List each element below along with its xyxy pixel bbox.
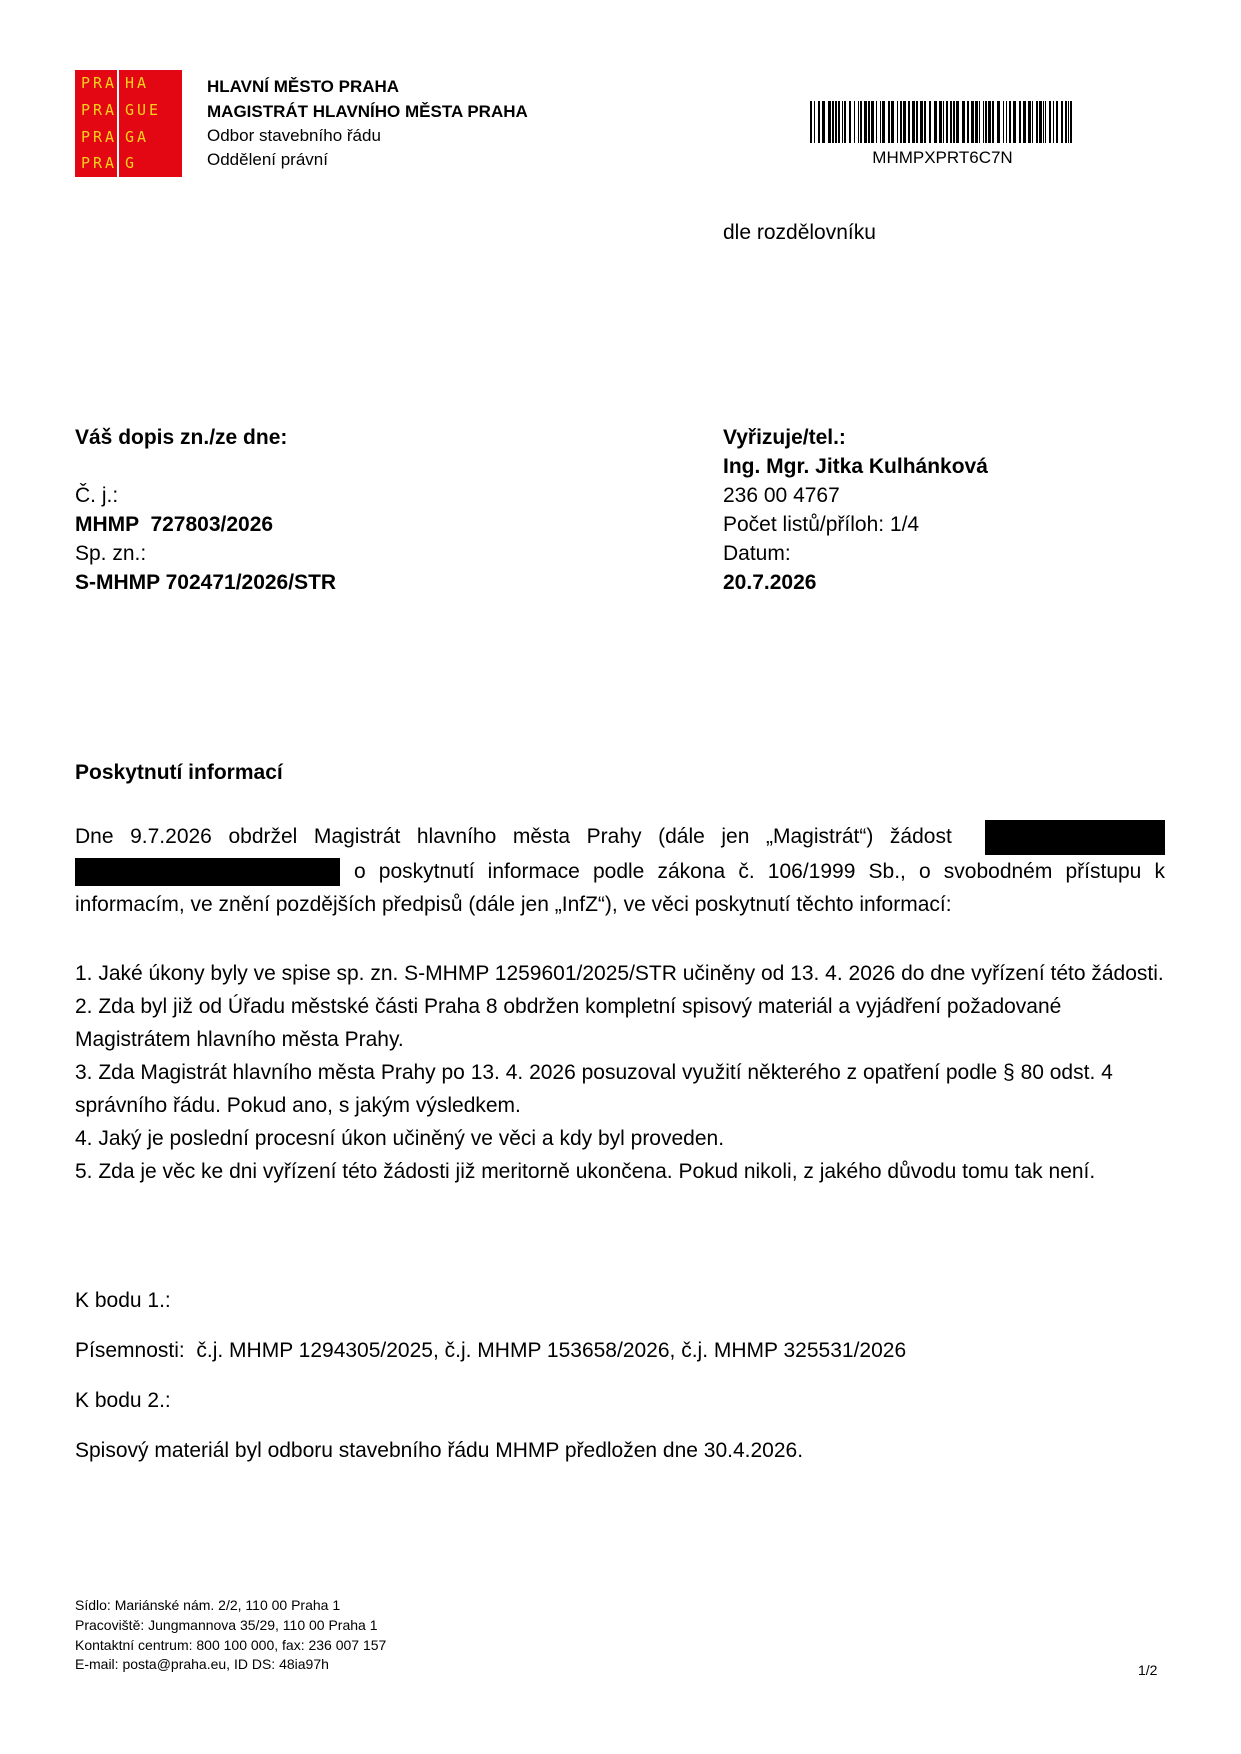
barcode-bar <box>946 101 948 143</box>
barcode-bar <box>920 101 923 143</box>
barcode-bar <box>842 101 843 143</box>
barcode-bar <box>828 101 831 143</box>
header-section: Oddělení právní <box>207 150 328 169</box>
recipient: dle rozdělovníku <box>723 221 876 244</box>
barcode-bar <box>962 101 965 143</box>
barcode-bar <box>983 101 984 143</box>
logo-cell: PRA <box>81 74 118 92</box>
header-city: HLAVNÍ MĚSTO PRAHA <box>207 77 400 96</box>
subject: Poskytnutí informací <box>75 761 283 784</box>
barcode-bar <box>1028 101 1031 143</box>
barcode-bar <box>1070 101 1072 143</box>
barcode-bar <box>985 101 987 143</box>
barcode-bar <box>1019 101 1021 143</box>
barcode-bar <box>1032 101 1033 143</box>
question-item: 1. Jaké úkony byly ve spise sp. zn. S-MHMP 1259601/2025/STR učiněny od 13. 4. 2026 do dne vyřízení této žádosti. <box>75 962 1164 985</box>
barcode-bar <box>1053 101 1054 143</box>
answer-point1-label: K bodu 1.: <box>75 1289 171 1312</box>
logo-cell: PRA <box>81 127 118 146</box>
barcode-bar <box>888 101 890 143</box>
barcode-bar <box>950 101 952 143</box>
question-item: 4. Jaký je poslední procesní úkon učiněný ve věci a kdy byl proveden. <box>75 1127 725 1150</box>
barcode-bar <box>835 101 837 143</box>
barcode-bar <box>916 101 918 143</box>
praha-logo <box>75 70 182 177</box>
sheets-count: Počet listů/příloh: 1/4 <box>723 513 920 536</box>
barcode-bar <box>1056 101 1058 143</box>
barcode-bar <box>943 101 944 143</box>
barcode-bar <box>900 101 902 143</box>
barcode-bar <box>882 101 885 143</box>
redaction-block <box>75 858 340 886</box>
handler-name: Ing. Mgr. Jitka Kulhánková <box>723 455 988 478</box>
barcode-bar <box>912 101 915 143</box>
barcode-bar <box>844 101 846 143</box>
barcode-bar <box>1023 101 1026 143</box>
barcode-bar <box>971 101 974 143</box>
logo-cell: GA <box>117 124 184 151</box>
barcode-bar <box>956 101 959 143</box>
barcode-bar <box>997 101 1000 143</box>
logo-row <box>75 97 182 124</box>
barcode-bar <box>934 101 937 143</box>
logo-cell: HA <box>117 70 184 97</box>
spzn-value: S-MHMP 702471/2026/STR <box>75 571 337 594</box>
logo-row <box>75 124 182 151</box>
barcode-bar <box>1036 101 1038 143</box>
barcode-bar <box>814 101 815 143</box>
handler-phone: 236 00 4767 <box>723 484 840 507</box>
barcode-bar <box>1009 101 1011 143</box>
barcode-bar <box>1065 101 1067 143</box>
logo-cell: G <box>117 150 184 177</box>
barcode-bar <box>854 101 855 143</box>
date-value: 20.7.2026 <box>723 571 817 594</box>
header-magistrate: MAGISTRÁT HLAVNÍHO MĚSTA PRAHA <box>207 102 528 121</box>
barcode-bar <box>858 101 859 143</box>
barcode-bar <box>929 101 931 143</box>
question-item: 2. Zda byl již od Úřadu městské části Praha 8 obdržen kompletní spisový materiál a vyjádření požadované Magistrátem hlavního města Prahy. <box>75 995 1062 1051</box>
barcode-bar <box>967 101 969 143</box>
question-item: 5. Zda je věc ke dni vyřízení této žádosti již meritorně ukončena. Pokud nikoli, z jakého důvodu tomu tak není. <box>75 1160 1096 1183</box>
barcode-bar <box>832 101 834 143</box>
barcode-bar <box>860 101 862 143</box>
barcode-bar <box>810 101 812 143</box>
footer-email: E-mail: posta@praha.eu, ID DS: 48ia97h <box>75 1656 329 1672</box>
barcode-bar <box>871 101 874 143</box>
barcode-bar <box>953 101 955 143</box>
barcode-bar <box>903 101 906 143</box>
barcode-bar <box>864 101 867 143</box>
question-item: 3. Zda Magistrát hlavního města Prahy po 13. 4. 2026 posuzoval využití některého z opatření podle § 80 odst. 4 správního řádu. Pokud ano, s jakým výsledkem. <box>75 1061 1113 1117</box>
barcode-icon <box>810 101 1075 143</box>
redaction-block <box>985 820 1165 855</box>
barcode-bar <box>838 101 840 143</box>
page-number: 1/2 <box>1138 1662 1158 1678</box>
barcode-bar <box>849 101 851 143</box>
cj-value: MHMP 727803/2026 <box>75 513 274 536</box>
barcode-bar <box>1003 101 1004 143</box>
intro-part1: Dne 9.7.2026 obdržel Magistrát hlavního města Prahy (dále jen „Magistrát“) žádost <box>75 825 952 849</box>
spzn-label: Sp. zn.: <box>75 542 147 565</box>
answer-point2-label: K bodu 2.: <box>75 1389 171 1412</box>
barcode-bar <box>1043 101 1044 143</box>
footer-seat: Sídlo: Mariánské nám. 2/2, 110 00 Praha 1 <box>75 1597 341 1613</box>
header-department: Odbor stavebního řádu <box>207 126 381 145</box>
answer-point1-text: Písemnosti: č.j. MHMP 1294305/2025, č.j. MHMP 153658/2026, č.j. MHMP 325531/2026 <box>75 1339 907 1362</box>
barcode-bar <box>818 101 820 143</box>
barcode-bar <box>988 101 991 143</box>
barcode-bar <box>1045 101 1046 143</box>
barcode-bar <box>1013 101 1016 143</box>
logo-cell: GUE <box>117 97 184 124</box>
barcode-bar <box>1049 101 1051 143</box>
barcode-bar <box>908 101 910 143</box>
logo-row <box>75 150 182 177</box>
date-label: Datum: <box>723 542 791 565</box>
logo-cell: PRA <box>81 100 118 119</box>
logo-row <box>75 70 182 97</box>
barcode-bar <box>975 101 978 143</box>
barcode-bar <box>924 101 926 143</box>
logo-cell: PRA <box>81 154 118 173</box>
footer-contact: Kontaktní centrum: 800 100 000, fax: 236 007 157 <box>75 1637 387 1653</box>
answer-point2-text: Spisový materiál byl odboru stavebního řádu MHMP předložen dne 30.4.2026. <box>75 1439 804 1462</box>
barcode-bar <box>876 101 877 143</box>
barcode-bar <box>939 101 942 143</box>
intro-part2: o poskytnutí informace podle zákona č. 106/1999 Sb., o svobodném přístupu k informacím, ve znění pozdějších předpisů (dále jen „InfZ“), ve věci poskytnutí těchto informací: <box>75 860 1165 916</box>
barcode-bar <box>1061 101 1063 143</box>
barcode-bar <box>1039 101 1042 143</box>
barcode-bar <box>1068 101 1069 143</box>
footer-workplace: Pracoviště: Jungmannova 35/29, 110 00 Praha 1 <box>75 1617 378 1633</box>
handler-label: Vyřizuje/tel.: <box>723 426 846 449</box>
barcode-bar <box>880 101 881 143</box>
barcode-bar <box>897 101 898 143</box>
barcode-code: MHMPXPRT6C7N <box>872 148 1013 167</box>
barcode-bar <box>822 101 825 143</box>
cj-label: Č. j.: <box>75 484 119 507</box>
barcode-bar <box>979 101 980 143</box>
barcode-bar <box>891 101 894 143</box>
barcode-bar <box>992 101 994 143</box>
barcode-bar <box>868 101 870 143</box>
questions-list <box>75 957 1165 1188</box>
barcode-bar <box>1006 101 1007 143</box>
intro-paragraph <box>75 820 1165 921</box>
letter-ref-label: Váš dopis zn./ze dne: <box>75 426 288 449</box>
